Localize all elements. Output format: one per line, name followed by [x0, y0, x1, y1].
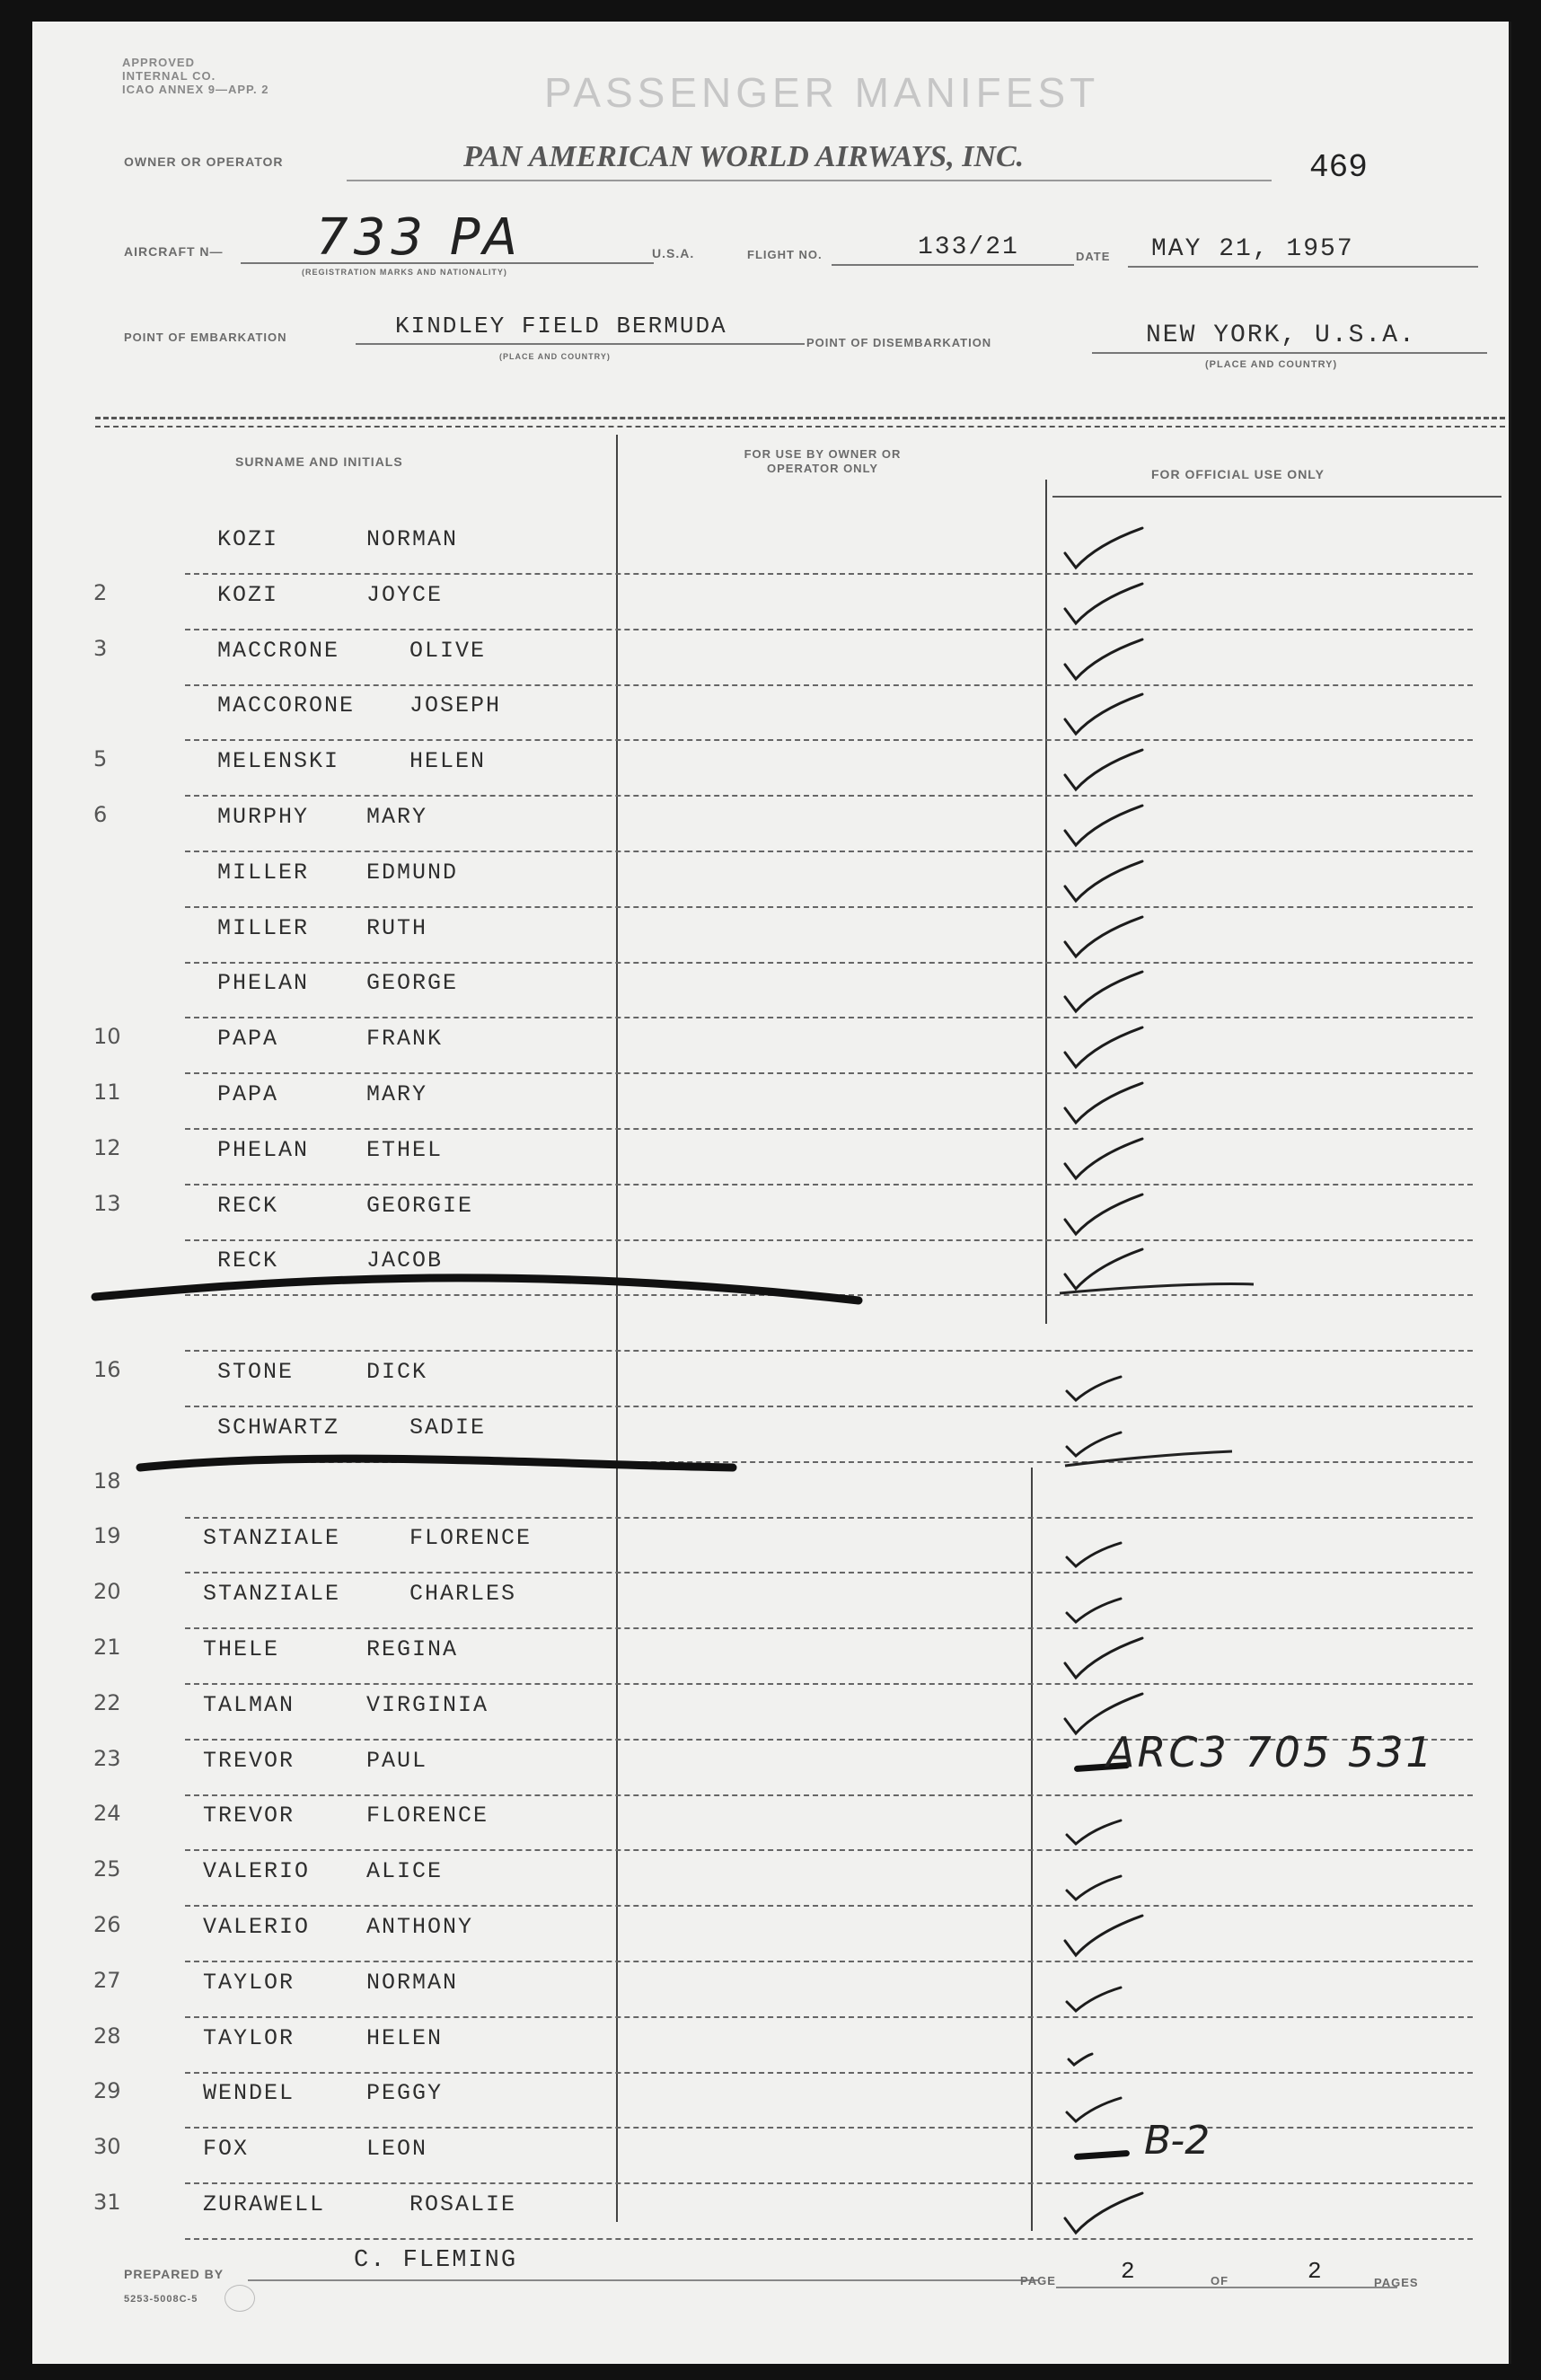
- passenger-surname: STANZIALE: [203, 1525, 341, 1552]
- row-number: 19: [93, 1523, 121, 1549]
- passenger-surname: ZURAWELL: [203, 2191, 326, 2217]
- passenger-surname: PAPA: [217, 1081, 279, 1107]
- passenger-surname: RECK: [217, 1247, 279, 1274]
- row-number: 16: [93, 1357, 121, 1382]
- row-number: 21: [93, 1635, 121, 1660]
- passenger-given-name: MARY: [366, 1081, 428, 1107]
- passenger-given-name: JACOB: [366, 1247, 444, 1274]
- passenger-surname: KOZI: [217, 581, 279, 608]
- passenger-surname: TAYLOR: [203, 1969, 295, 1996]
- owner-label: OWNER OR OPERATOR: [124, 154, 284, 169]
- embark-value: KINDLEY FIELD BERMUDA: [395, 313, 727, 339]
- passenger-given-name: RUTH: [366, 914, 428, 941]
- passenger-surname: TAYLOR: [203, 2024, 295, 2051]
- passenger-given-name: GEORGE: [366, 970, 459, 997]
- passenger-surname: MACCORONE: [217, 692, 356, 719]
- passenger-surname: STANZIALE: [203, 1581, 341, 1608]
- passenger-surname: THELE: [203, 1636, 280, 1662]
- annotation-trevor-paul: ARC3 705 531: [1106, 1728, 1435, 1776]
- passenger-given-name: HELEN: [366, 2024, 444, 2051]
- passenger-surname: PAPA: [217, 1026, 279, 1053]
- passenger-given-name: SADIE: [409, 1414, 487, 1441]
- row-number: 27: [93, 1967, 121, 1993]
- row-number: 23: [93, 1745, 121, 1771]
- disembark-label: POINT OF DISEMBARKATION: [806, 336, 992, 349]
- row-number: 2: [93, 579, 108, 605]
- passenger-surname: RECK: [217, 1192, 279, 1219]
- passenger-surname: MILLER: [217, 859, 310, 886]
- row-number: 31: [93, 2190, 121, 2215]
- embark-sublabel: (PLACE AND COUNTRY): [499, 352, 611, 361]
- row-number: 10: [93, 1024, 121, 1050]
- passenger-surname: MILLER: [217, 914, 310, 941]
- row-number: 25: [93, 1856, 121, 1882]
- row-number: 6: [93, 802, 108, 827]
- row-number: 26: [93, 1912, 121, 1937]
- passenger-given-name: PAUL: [366, 1747, 428, 1774]
- passenger-surname: FOX: [203, 2136, 250, 2163]
- embark-label: POINT OF EMBARKATION: [124, 331, 287, 344]
- passenger-given-name: MARY: [366, 804, 428, 830]
- passenger-given-name: DICK: [366, 1359, 428, 1385]
- passenger-given-name: EDMUND: [366, 859, 459, 886]
- column-header-surname: SURNAME AND INITIALS: [235, 454, 403, 469]
- form-title: PASSENGER MANIFEST: [544, 69, 1100, 116]
- passenger-given-name: HELEN: [409, 748, 487, 775]
- prepared-underline: [248, 2279, 1038, 2281]
- column-header-owner: FOR USE BY OWNER OR OPERATOR ONLY: [744, 447, 902, 475]
- row-number: 24: [93, 1801, 121, 1827]
- aircraft-sublabel: (REGISTRATION MARKS AND NATIONALITY): [302, 268, 507, 277]
- passenger-surname: STONE: [217, 1359, 295, 1385]
- passenger-given-name: FLORENCE: [409, 1525, 533, 1552]
- passenger-given-name: ANTHONY: [366, 1914, 474, 1940]
- passenger-given-name: NORMAN: [366, 526, 459, 552]
- page-label: PAGE: [1020, 2274, 1056, 2287]
- passenger-given-name: ROSALIE: [409, 2191, 517, 2217]
- flight-label: FLIGHT NO.: [747, 248, 823, 261]
- passenger-surname: MURPHY: [217, 804, 310, 830]
- passenger-surname: PHELAN: [217, 1136, 310, 1163]
- row-number: 3: [93, 635, 108, 661]
- passenger-surname: PHELAN: [217, 970, 310, 997]
- of-value: 2: [1308, 2258, 1322, 2285]
- passenger-surname: VALERIO: [203, 1858, 311, 1885]
- passenger-given-name: JOSEPH: [409, 692, 502, 719]
- row-number: 28: [93, 2023, 121, 2049]
- form-number: 5253-5008C-5: [124, 2294, 198, 2305]
- row-number: 20: [93, 1579, 121, 1605]
- row-number: 18: [93, 1468, 121, 1494]
- row-number: 12: [93, 1134, 121, 1160]
- strike-row-15: [95, 1278, 859, 1300]
- passenger-given-name: FLORENCE: [366, 1803, 489, 1829]
- passenger-surname: MELENSKI: [217, 748, 340, 775]
- passenger-given-name: PEGGY: [366, 2080, 444, 2107]
- date-value: MAY 21, 1957: [1151, 235, 1354, 263]
- row-number: 22: [93, 1689, 121, 1715]
- passenger-surname: SCHWARTZ: [217, 1414, 340, 1441]
- prepared-value: C. FLEMING: [354, 2247, 518, 2274]
- row-number: 11: [93, 1080, 121, 1105]
- pages-underline: [1056, 2287, 1397, 2288]
- disembark-sublabel: (PLACE AND COUNTRY): [1205, 359, 1338, 370]
- page-number: 469: [1309, 149, 1368, 186]
- row-number: 5: [93, 746, 108, 772]
- owner-value: PAN AMERICAN WORLD AIRWAYS, INC.: [463, 140, 1025, 173]
- passenger-given-name: ALICE: [366, 1858, 444, 1885]
- strike-row-15-check: [1060, 1283, 1254, 1293]
- usa-label: U.S.A.: [652, 246, 695, 260]
- passenger-surname: TREVOR: [203, 1747, 295, 1774]
- annotation-fox-leon: B-2: [1144, 2118, 1211, 2164]
- aircraft-value: 733 PA: [316, 208, 523, 267]
- passenger-given-name: VIRGINIA: [366, 1691, 489, 1718]
- passenger-given-name: FRANK: [366, 1026, 444, 1053]
- strike-row-18: [140, 1459, 733, 1468]
- prepared-label: PREPARED BY: [124, 2267, 225, 2281]
- of-label: OF: [1211, 2274, 1229, 2287]
- strike-row-18-check: [1065, 1451, 1232, 1466]
- strike-marks: [32, 22, 1509, 2364]
- pages-label: PAGES: [1374, 2276, 1419, 2289]
- passenger-given-name: CHARLES: [409, 1581, 517, 1608]
- passenger-given-name: GEORGIE: [366, 1192, 474, 1219]
- row-number: 29: [93, 2078, 121, 2104]
- passenger-given-name: REGINA: [366, 1636, 459, 1662]
- manifest-sheet: [32, 22, 1511, 2364]
- disembark-value: NEW YORK, U.S.A.: [1146, 322, 1416, 349]
- page-value: 2: [1121, 2258, 1135, 2285]
- flight-value: 133/21: [918, 234, 1019, 261]
- passenger-surname: WENDEL: [203, 2080, 295, 2107]
- passenger-surname: KOZI: [217, 526, 279, 552]
- row-number: 13: [93, 1190, 121, 1216]
- union-label-seal: [225, 2285, 255, 2312]
- passenger-given-name: JOYCE: [366, 581, 444, 608]
- passenger-given-name: ETHEL: [366, 1136, 444, 1163]
- passenger-given-name: OLIVE: [409, 637, 487, 664]
- column-header-official: FOR OFFICIAL USE ONLY: [1151, 467, 1325, 481]
- passenger-surname: VALERIO: [203, 1914, 311, 1940]
- aircraft-label: AIRCRAFT N—: [124, 244, 224, 259]
- approved-stamp: APPROVED INTERNAL CO. ICAO ANNEX 9—APP. 2: [122, 56, 269, 96]
- row-number: 30: [93, 2134, 121, 2160]
- passenger-given-name: LEON: [366, 2136, 428, 2163]
- passenger-surname: TALMAN: [203, 1691, 295, 1718]
- passenger-surname: TREVOR: [203, 1803, 295, 1829]
- date-label: DATE: [1076, 250, 1111, 263]
- passenger-given-name: NORMAN: [366, 1969, 459, 1996]
- passenger-surname: MACCRONE: [217, 637, 340, 664]
